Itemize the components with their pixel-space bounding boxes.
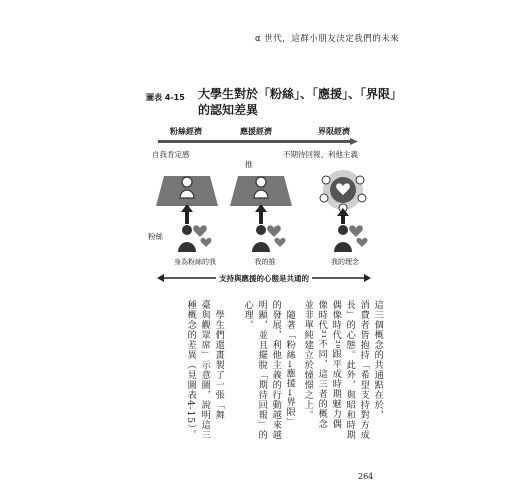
- banner-text: 支持與應援的心態是共通的: [216, 274, 312, 283]
- figure-title: 大學生對於「粉絲」、「應援」、「界限」的認知差異: [198, 87, 397, 117]
- body-column-13: 種概念的差異（見圖表4-15）。: [185, 300, 197, 440]
- panel-support: [230, 168, 292, 268]
- panel-boundary: [312, 168, 374, 268]
- fan-label: 粉絲: [148, 232, 163, 241]
- body-column-4: 偶像時代²⁰跟平成時期魅力偶: [330, 300, 342, 429]
- body-column-1: 這三個概念的共通點在於，: [372, 300, 384, 420]
- axis-label-fan: 粉絲經濟: [170, 127, 202, 136]
- body-column-9: 明顯，並且擺脫「期待回報」的: [256, 300, 268, 440]
- left-note: 自我肯定感: [152, 150, 190, 159]
- body-column-7: 隨著「粉絲→應援→界限」: [284, 300, 296, 427]
- body-column-10: 心理。: [242, 300, 254, 330]
- caption-support: 我的推: [254, 258, 276, 266]
- axis-label-support: 應援經濟: [240, 127, 272, 136]
- body-column-12: 臺與觀眾席」示意圖，說明這三: [199, 300, 211, 440]
- figure-number: 圖表 4-15: [146, 93, 185, 102]
- body-column-2: 消費者皆抱持「希望支持對方成: [358, 300, 370, 440]
- running-header: α 世代，這群小朋友決定我們的未來: [255, 34, 400, 44]
- progression-arrow: [158, 138, 358, 145]
- caption-boundary: 我的理念: [331, 258, 359, 266]
- panel-fan: [156, 168, 218, 268]
- body-column-3: 長」的心態。此外，與昭和時期: [344, 300, 356, 440]
- body-column-11: 學生們還畫製了一張「舞: [213, 300, 225, 420]
- body-column-8: 的發展，利他主義的行動越來越: [270, 300, 282, 440]
- body-column-6: 並非單純建立於憧憬之上。: [302, 300, 314, 420]
- page-number: 264: [358, 472, 374, 481]
- caption-fan: 身為粉絲的我: [174, 258, 216, 266]
- common-mindset-arrow: [157, 271, 371, 285]
- right-note: 不期待回報、利他主義: [283, 150, 358, 159]
- top-label: 推: [245, 160, 253, 169]
- axis-label-boundary: 界限經濟: [318, 127, 350, 136]
- body-column-5: 像時代²¹不同，這三者的概念: [316, 300, 328, 429]
